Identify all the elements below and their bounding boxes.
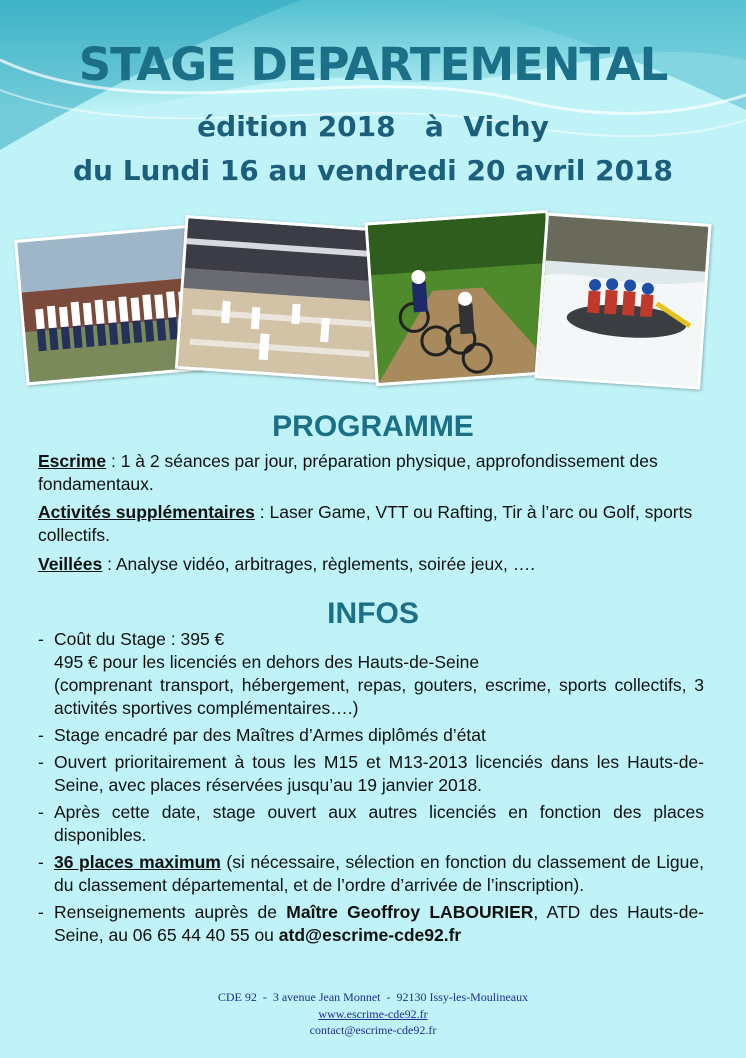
bullet-dash: -: [38, 802, 44, 822]
photo-rafting: [534, 212, 711, 389]
bullet-dash: -: [38, 852, 44, 872]
info-text: Ouvert prioritairement à tous les M15 et M13-2013 licenciés dans les Hauts-de-Seine, avec places réservées jusqu’au 19 janvier 2018.: [54, 752, 704, 795]
places-maximum: 36 places maximum: [54, 852, 221, 872]
bullet-dash: -: [38, 629, 44, 649]
cost-outside-line: 495 € pour les licenciés en dehors des Hauts-de-Seine: [54, 652, 480, 672]
bullet-dash: -: [38, 752, 44, 772]
photo-fencing-hall: [175, 215, 391, 383]
info-text: Stage encadré par des Maîtres d’Armes diplômés d’état: [54, 725, 486, 745]
contact-name: Maître Geoffroy LABOURIER: [286, 902, 534, 922]
programme-item-activites: [38, 501, 710, 547]
info-text: (si nécessaire, sélection en fonction du classement de Ligue, du classement départemental, et de l’ordre d’arrivée de l’inscription).: [54, 852, 704, 895]
infos-heading: INFOS: [327, 597, 419, 630]
list-item: [38, 901, 704, 947]
page-title: STAGE DEPARTEMENTAL: [78, 38, 668, 91]
list-item: [38, 801, 704, 847]
programme-item-veillees: [38, 553, 710, 576]
infos-list: [38, 628, 704, 951]
programme-label: Escrime: [38, 451, 107, 471]
programme-text: : Laser Game, VTT ou Rafting, Tir à l’arc ou Golf, sports collectifs.: [38, 502, 693, 545]
programme-label: Activités supplémentaires: [38, 502, 255, 522]
info-text: , ATD des Hauts-de-Seine, au 06 65 44 40 55 ou: [54, 902, 705, 945]
photo-mountain-bike: [365, 210, 560, 386]
programme-heading: PROGRAMME: [272, 410, 474, 443]
bullet-dash: -: [38, 725, 44, 745]
programme-item-escrime: [38, 450, 710, 496]
cost-includes: (comprenant transport, hébergement, repas, gouters, escrime, sports collectifs, 3 activités sportives complémentaires….): [54, 675, 704, 718]
contact-email[interactable]: atd@escrime-cde92.fr: [278, 925, 462, 945]
list-item: [38, 724, 704, 747]
date-line: du Lundi 16 au vendredi 20 avril 2018: [72, 154, 674, 187]
cost-line: Coût du Stage : 395 €: [54, 629, 225, 649]
info-text: Après cette date, stage ouvert aux autres licenciés en fonction des places disponibles.: [54, 802, 704, 845]
footer-contact-email[interactable]: contact@escrime-cde92.fr: [309, 1023, 437, 1037]
info-text: Renseignements auprès de: [54, 902, 287, 922]
list-item: [38, 851, 704, 897]
programme-text: : 1 à 2 séances par jour, préparation physique, approfondissement des fondamentaux.: [38, 451, 658, 494]
edition-line: édition 2018 à Vichy: [197, 110, 549, 143]
list-item: [38, 751, 704, 797]
footer-website-link[interactable]: www.escrime-cde92.fr: [318, 1007, 428, 1021]
footer-address: CDE 92 - 3 avenue Jean Monnet - 92130 Issy-les-Moulineaux: [217, 990, 529, 1004]
list-item: [38, 628, 704, 720]
bullet-dash: -: [38, 902, 44, 922]
programme-label: Veillées: [38, 554, 103, 574]
programme-text: : Analyse vidéo, arbitrages, règlements, soirée jeux, ….: [102, 554, 536, 574]
